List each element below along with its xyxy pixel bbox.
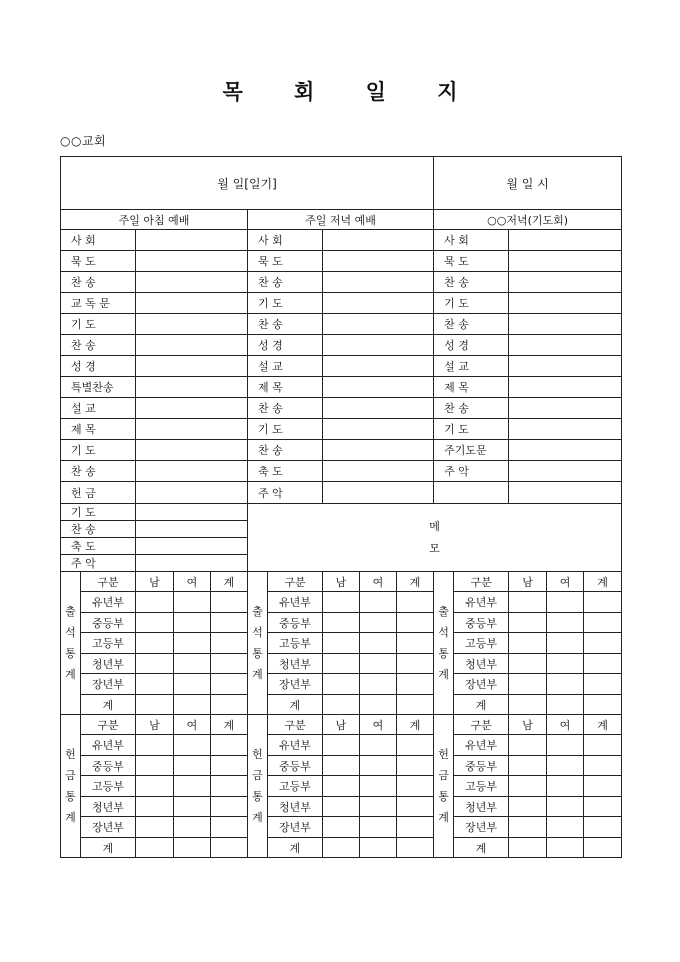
- offering-cell[interactable]: [509, 756, 547, 776]
- attendance-cell[interactable]: [323, 654, 360, 674]
- attendance-cell[interactable]: [136, 592, 174, 613]
- section-morning: 주일 아침 예배: [61, 210, 248, 230]
- attendance-cell[interactable]: [584, 654, 622, 674]
- attendance-cell[interactable]: [584, 674, 622, 695]
- offering-cell[interactable]: [211, 817, 248, 838]
- morning-item-value[interactable]: [136, 482, 248, 504]
- offering-cell[interactable]: [174, 838, 211, 858]
- offering-row-label: 청년부: [81, 797, 136, 817]
- date-time-header: 월 일 시: [434, 157, 622, 210]
- evening-item-value[interactable]: [323, 440, 434, 461]
- offering-cell[interactable]: [211, 776, 248, 797]
- evening-item-value[interactable]: [323, 398, 434, 419]
- offering-cell[interactable]: [211, 756, 248, 776]
- prayer-item-label: [434, 482, 509, 504]
- offering-cell[interactable]: [397, 776, 434, 797]
- attendance-cell[interactable]: [584, 613, 622, 633]
- attendance-cell[interactable]: [547, 674, 584, 695]
- offering-cell[interactable]: [584, 797, 622, 817]
- morning-item-value[interactable]: [136, 356, 248, 377]
- attendance-row-label: 유년부: [268, 592, 323, 613]
- prayer-item-value[interactable]: [509, 314, 622, 335]
- offering-cell[interactable]: [397, 838, 434, 858]
- offering-cell[interactable]: [547, 776, 584, 797]
- offering-cell[interactable]: [323, 735, 360, 756]
- offering-cell[interactable]: [174, 817, 211, 838]
- morning-item-label: 찬 송: [61, 272, 136, 293]
- attendance-cell[interactable]: [174, 695, 211, 715]
- prayer-item-value[interactable]: [509, 230, 622, 251]
- prayer-item-label: 기 도: [434, 293, 509, 314]
- attendance-row-label: 장년부: [268, 674, 323, 695]
- offering-row-label: 고등부: [454, 776, 509, 797]
- attendance-col-header: 남: [323, 572, 360, 592]
- evening-item-label: 찬 송: [248, 398, 323, 419]
- attendance-cell[interactable]: [174, 674, 211, 695]
- prayer-item-label: 찬 송: [434, 272, 509, 293]
- attendance-cell[interactable]: [211, 613, 248, 633]
- attendance-cell[interactable]: [323, 674, 360, 695]
- attendance-row-label: 청년부: [454, 654, 509, 674]
- prayer-item-label: 묵 도: [434, 251, 509, 272]
- attendance-cell[interactable]: [136, 674, 174, 695]
- offering-col-header: 남: [136, 715, 174, 735]
- morning-item-label: 설 교: [61, 398, 136, 419]
- attendance-cell[interactable]: [509, 633, 547, 654]
- church-name: ○○교회: [60, 134, 107, 148]
- offering-label: 헌 금 통 계: [248, 715, 268, 858]
- offering-row-label: 중등부: [454, 756, 509, 776]
- prayer-item-value[interactable]: [509, 335, 622, 356]
- attendance-row-label: 중등부: [81, 613, 136, 633]
- evening-item-value[interactable]: [323, 461, 434, 482]
- morning-item-label: 찬 송: [61, 335, 136, 356]
- prayer-item-value[interactable]: [509, 440, 622, 461]
- morning-item-value[interactable]: [136, 419, 248, 440]
- attendance-row-label: 고등부: [268, 633, 323, 654]
- morning-item-label: 찬 송: [61, 521, 136, 538]
- journal-form: [60, 156, 622, 858]
- offering-cell[interactable]: [136, 756, 174, 776]
- offering-cell[interactable]: [547, 838, 584, 858]
- offering-cell[interactable]: [547, 797, 584, 817]
- offering-cell[interactable]: [584, 838, 622, 858]
- attendance-label: 출 석 통 계: [434, 572, 454, 715]
- morning-item-label: 사 회: [61, 230, 136, 251]
- prayer-item-value[interactable]: [509, 251, 622, 272]
- attendance-cell[interactable]: [509, 695, 547, 715]
- attendance-cell[interactable]: [211, 654, 248, 674]
- offering-col-header: 구분: [454, 715, 509, 735]
- prayer-item-label: 제 목: [434, 377, 509, 398]
- morning-item-value[interactable]: [136, 377, 248, 398]
- attendance-cell[interactable]: [211, 592, 248, 613]
- morning-item-label: 기 도: [61, 504, 136, 521]
- offering-cell[interactable]: [547, 735, 584, 756]
- attendance-cell[interactable]: [360, 674, 397, 695]
- attendance-cell[interactable]: [360, 633, 397, 654]
- attendance-col-header: 구분: [268, 572, 323, 592]
- attendance-cell[interactable]: [547, 592, 584, 613]
- attendance-row-label: 고등부: [81, 633, 136, 654]
- offering-cell[interactable]: [211, 797, 248, 817]
- attendance-cell[interactable]: [397, 613, 434, 633]
- evening-item-label: 묵 도: [248, 251, 323, 272]
- offering-cell[interactable]: [360, 735, 397, 756]
- offering-row-label: 유년부: [454, 735, 509, 756]
- attendance-cell[interactable]: [397, 654, 434, 674]
- attendance-cell[interactable]: [323, 695, 360, 715]
- evening-item-value[interactable]: [323, 272, 434, 293]
- offering-cell[interactable]: [509, 776, 547, 797]
- attendance-col-header: 구분: [454, 572, 509, 592]
- evening-item-label: 축 도: [248, 461, 323, 482]
- morning-item-value[interactable]: [136, 314, 248, 335]
- attendance-cell[interactable]: [174, 592, 211, 613]
- attendance-cell[interactable]: [136, 654, 174, 674]
- evening-item-value[interactable]: [323, 251, 434, 272]
- offering-cell[interactable]: [211, 838, 248, 858]
- offering-cell[interactable]: [397, 817, 434, 838]
- offering-row-label: 중등부: [268, 756, 323, 776]
- offering-row-label: 계: [268, 838, 323, 858]
- morning-item-label: 축 도: [61, 538, 136, 555]
- prayer-item-label: 기 도: [434, 419, 509, 440]
- page-title: 목 회 일 지: [222, 79, 480, 104]
- attendance-cell[interactable]: [509, 674, 547, 695]
- evening-item-value[interactable]: [323, 419, 434, 440]
- evening-item-label: 기 도: [248, 419, 323, 440]
- offering-cell[interactable]: [397, 756, 434, 776]
- morning-item-value[interactable]: [136, 538, 248, 555]
- memo-area[interactable]: [248, 504, 622, 572]
- offering-cell[interactable]: [211, 735, 248, 756]
- offering-cell[interactable]: [584, 817, 622, 838]
- offering-col-header: 계: [584, 715, 622, 735]
- attendance-cell[interactable]: [174, 654, 211, 674]
- offering-cell[interactable]: [174, 756, 211, 776]
- offering-col-header: 계: [211, 715, 248, 735]
- prayer-item-label: 주기도문: [434, 440, 509, 461]
- offering-cell[interactable]: [547, 817, 584, 838]
- attendance-cell[interactable]: [547, 633, 584, 654]
- attendance-cell[interactable]: [397, 633, 434, 654]
- offering-cell[interactable]: [136, 735, 174, 756]
- prayer-item-value[interactable]: [509, 272, 622, 293]
- attendance-cell[interactable]: [360, 695, 397, 715]
- morning-item-value[interactable]: [136, 440, 248, 461]
- morning-item-value[interactable]: [136, 335, 248, 356]
- prayer-item-value[interactable]: [509, 356, 622, 377]
- attendance-cell[interactable]: [211, 633, 248, 654]
- prayer-item-label: 사 회: [434, 230, 509, 251]
- offering-cell[interactable]: [547, 756, 584, 776]
- attendance-row-label: 계: [454, 695, 509, 715]
- offering-cell[interactable]: [397, 735, 434, 756]
- attendance-col-header: 여: [547, 572, 584, 592]
- offering-cell[interactable]: [360, 838, 397, 858]
- offering-cell[interactable]: [323, 756, 360, 776]
- offering-row-label: 청년부: [268, 797, 323, 817]
- evening-item-label: 설 교: [248, 356, 323, 377]
- attendance-cell[interactable]: [584, 592, 622, 613]
- attendance-row-label: 장년부: [81, 674, 136, 695]
- morning-item-value[interactable]: [136, 272, 248, 293]
- prayer-item-value[interactable]: [509, 419, 622, 440]
- attendance-cell[interactable]: [547, 695, 584, 715]
- evening-item-label: 성 경: [248, 335, 323, 356]
- morning-item-label: 찬 송: [61, 461, 136, 482]
- offering-cell[interactable]: [174, 797, 211, 817]
- attendance-col-header: 구분: [81, 572, 136, 592]
- evening-item-value[interactable]: [323, 314, 434, 335]
- offering-cell[interactable]: [136, 776, 174, 797]
- attendance-cell[interactable]: [136, 633, 174, 654]
- attendance-cell[interactable]: [584, 695, 622, 715]
- attendance-cell[interactable]: [323, 592, 360, 613]
- morning-item-value[interactable]: [136, 398, 248, 419]
- morning-item-value[interactable]: [136, 555, 248, 572]
- attendance-col-header: 남: [509, 572, 547, 592]
- evening-item-label: 찬 송: [248, 272, 323, 293]
- offering-cell[interactable]: [509, 817, 547, 838]
- offering-cell[interactable]: [323, 797, 360, 817]
- evening-item-label: 주 악: [248, 482, 323, 504]
- morning-item-value[interactable]: [136, 504, 248, 521]
- attendance-col-header: 여: [174, 572, 211, 592]
- morning-item-value[interactable]: [136, 230, 248, 251]
- offering-cell[interactable]: [323, 817, 360, 838]
- attendance-cell[interactable]: [360, 613, 397, 633]
- attendance-col-header: 여: [360, 572, 397, 592]
- attendance-label: 출 석 통 계: [61, 572, 81, 715]
- morning-item-label: 제 목: [61, 419, 136, 440]
- evening-item-label: 제 목: [248, 377, 323, 398]
- attendance-cell[interactable]: [509, 613, 547, 633]
- prayer-item-label: 설 교: [434, 356, 509, 377]
- attendance-cell[interactable]: [136, 613, 174, 633]
- prayer-item-label: 찬 송: [434, 314, 509, 335]
- offering-cell[interactable]: [584, 735, 622, 756]
- offering-row-label: 장년부: [268, 817, 323, 838]
- attendance-label: 출 석 통 계: [248, 572, 268, 715]
- attendance-cell[interactable]: [397, 695, 434, 715]
- morning-item-label: 기 도: [61, 314, 136, 335]
- attendance-cell[interactable]: [323, 613, 360, 633]
- attendance-cell[interactable]: [547, 654, 584, 674]
- offering-label: 헌 금 통 계: [434, 715, 454, 858]
- offering-cell[interactable]: [174, 735, 211, 756]
- evening-item-value[interactable]: [323, 335, 434, 356]
- offering-cell[interactable]: [397, 797, 434, 817]
- attendance-row-label: 유년부: [454, 592, 509, 613]
- prayer-item-value[interactable]: [509, 377, 622, 398]
- morning-item-label: 성 경: [61, 356, 136, 377]
- attendance-cell[interactable]: [211, 695, 248, 715]
- offering-row-label: 계: [454, 838, 509, 858]
- offering-col-header: 여: [360, 715, 397, 735]
- attendance-col-header: 계: [211, 572, 248, 592]
- offering-col-header: 남: [509, 715, 547, 735]
- attendance-cell[interactable]: [584, 633, 622, 654]
- attendance-cell[interactable]: [323, 633, 360, 654]
- evening-item-value[interactable]: [323, 230, 434, 251]
- attendance-cell[interactable]: [211, 674, 248, 695]
- offering-cell[interactable]: [360, 756, 397, 776]
- attendance-cell[interactable]: [360, 592, 397, 613]
- morning-item-label: 기 도: [61, 440, 136, 461]
- offering-col-header: 여: [174, 715, 211, 735]
- offering-cell[interactable]: [360, 776, 397, 797]
- offering-row-label: 유년부: [268, 735, 323, 756]
- offering-col-header: 구분: [268, 715, 323, 735]
- offering-row-label: 청년부: [454, 797, 509, 817]
- attendance-cell[interactable]: [174, 633, 211, 654]
- morning-item-label: 주 악: [61, 555, 136, 572]
- morning-item-label: 특별찬송: [61, 377, 136, 398]
- offering-cell[interactable]: [360, 817, 397, 838]
- offering-col-header: 여: [547, 715, 584, 735]
- offering-row-label: 장년부: [81, 817, 136, 838]
- offering-cell[interactable]: [136, 838, 174, 858]
- attendance-cell[interactable]: [397, 674, 434, 695]
- offering-cell[interactable]: [509, 838, 547, 858]
- evening-item-label: 찬 송: [248, 314, 323, 335]
- prayer-item-value[interactable]: [509, 461, 622, 482]
- attendance-cell[interactable]: [397, 592, 434, 613]
- prayer-item-label: 찬 송: [434, 398, 509, 419]
- offering-row-label: 고등부: [81, 776, 136, 797]
- offering-col-header: 계: [397, 715, 434, 735]
- attendance-col-header: 계: [584, 572, 622, 592]
- attendance-cell[interactable]: [509, 592, 547, 613]
- attendance-row-label: 중등부: [268, 613, 323, 633]
- evening-item-label: 찬 송: [248, 440, 323, 461]
- evening-item-value[interactable]: [323, 377, 434, 398]
- offering-cell[interactable]: [136, 797, 174, 817]
- morning-item-value[interactable]: [136, 461, 248, 482]
- attendance-cell[interactable]: [547, 613, 584, 633]
- morning-item-value[interactable]: [136, 521, 248, 538]
- evening-item-value[interactable]: [323, 482, 434, 504]
- offering-row-label: 장년부: [454, 817, 509, 838]
- memo-label: 메 모: [429, 519, 440, 555]
- prayer-item-value[interactable]: [509, 482, 622, 504]
- offering-cell[interactable]: [323, 776, 360, 797]
- offering-row-label: 고등부: [268, 776, 323, 797]
- attendance-cell[interactable]: [174, 613, 211, 633]
- attendance-col-header: 계: [397, 572, 434, 592]
- attendance-row-label: 계: [268, 695, 323, 715]
- offering-cell[interactable]: [584, 776, 622, 797]
- offering-row-label: 유년부: [81, 735, 136, 756]
- attendance-row-label: 계: [81, 695, 136, 715]
- attendance-cell[interactable]: [136, 695, 174, 715]
- prayer-item-label: 주 악: [434, 461, 509, 482]
- evening-item-value[interactable]: [323, 356, 434, 377]
- offering-col-header: 구분: [81, 715, 136, 735]
- evening-item-label: 기 도: [248, 293, 323, 314]
- attendance-row-label: 청년부: [268, 654, 323, 674]
- section-evening: 주일 저녁 예배: [248, 210, 434, 230]
- evening-item-label: 사 회: [248, 230, 323, 251]
- offering-cell[interactable]: [584, 756, 622, 776]
- evening-item-value[interactable]: [323, 293, 434, 314]
- attendance-row-label: 청년부: [81, 654, 136, 674]
- section-prayer: ○○저녁(기도회): [434, 210, 622, 230]
- attendance-cell[interactable]: [509, 654, 547, 674]
- attendance-row-label: 장년부: [454, 674, 509, 695]
- prayer-item-value[interactable]: [509, 398, 622, 419]
- offering-cell[interactable]: [323, 838, 360, 858]
- offering-cell[interactable]: [174, 776, 211, 797]
- morning-item-value[interactable]: [136, 251, 248, 272]
- morning-item-label: 교 독 문: [61, 293, 136, 314]
- morning-item-label: 묵 도: [61, 251, 136, 272]
- attendance-col-header: 남: [136, 572, 174, 592]
- offering-label: 헌 금 통 계: [61, 715, 81, 858]
- offering-row-label: 계: [81, 838, 136, 858]
- morning-item-label: 헌 금: [61, 482, 136, 504]
- prayer-item-value[interactable]: [509, 293, 622, 314]
- morning-item-value[interactable]: [136, 293, 248, 314]
- attendance-cell[interactable]: [360, 654, 397, 674]
- prayer-item-label: 성 경: [434, 335, 509, 356]
- attendance-row-label: 중등부: [454, 613, 509, 633]
- offering-cell[interactable]: [509, 735, 547, 756]
- offering-cell[interactable]: [360, 797, 397, 817]
- offering-row-label: 중등부: [81, 756, 136, 776]
- attendance-row-label: 유년부: [81, 592, 136, 613]
- attendance-row-label: 고등부: [454, 633, 509, 654]
- date-header: 월 일[일기]: [61, 157, 434, 210]
- offering-col-header: 남: [323, 715, 360, 735]
- offering-cell[interactable]: [136, 817, 174, 838]
- offering-cell[interactable]: [509, 797, 547, 817]
